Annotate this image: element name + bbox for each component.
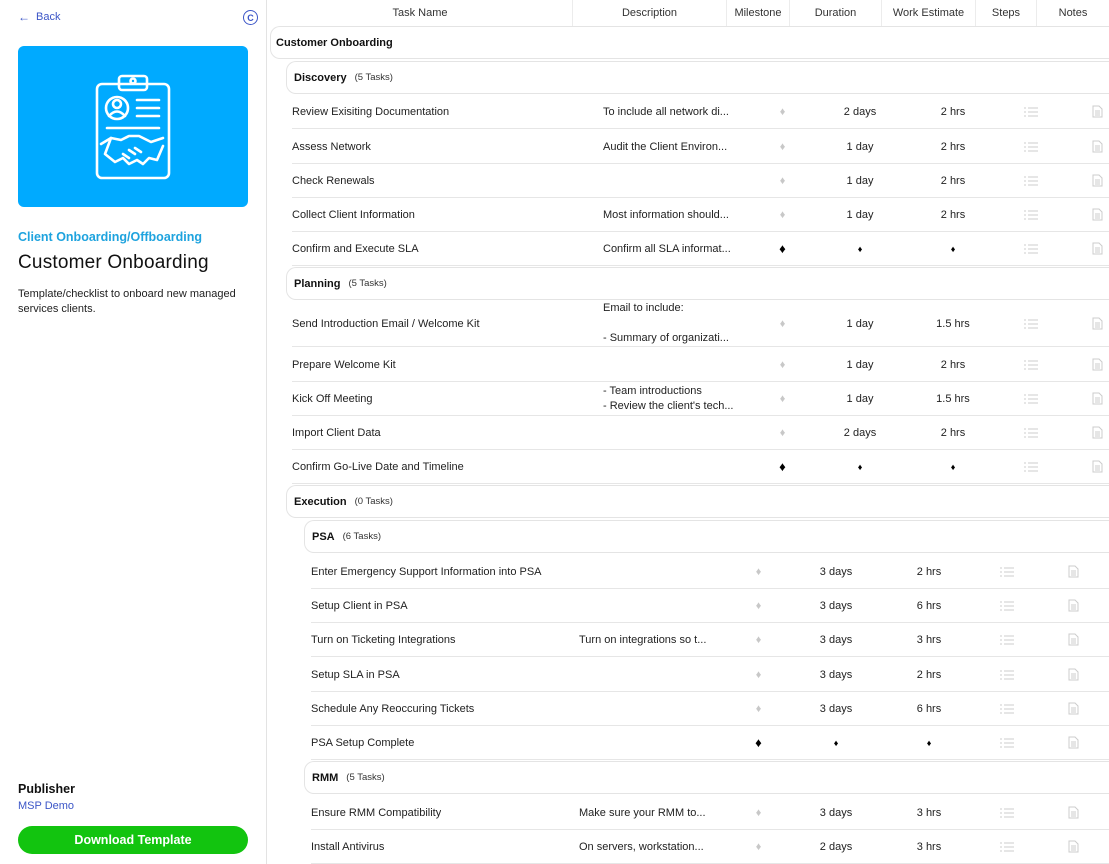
task-row-milestone[interactable]	[311, 726, 1109, 760]
milestone-diamond-icon[interactable]: ♦	[779, 459, 786, 474]
task-work-estimate: 2 hrs	[916, 668, 942, 681]
template-category[interactable]: Client Onboarding/Offboarding	[18, 230, 203, 244]
task-work-estimate: 1.5 hrs	[936, 317, 970, 330]
group-title: Execution	[294, 495, 347, 508]
steps-list-icon[interactable]	[976, 807, 1037, 819]
task-row-milestone[interactable]	[292, 450, 1109, 484]
task-row[interactable]	[311, 796, 1109, 830]
task-work-estimate: 2 hrs	[940, 426, 966, 439]
task-description: To include all network di...	[603, 105, 729, 118]
task-name: Assess Network	[292, 140, 371, 153]
steps-list-icon[interactable]	[1000, 461, 1061, 473]
steps-list-icon[interactable]	[976, 703, 1037, 715]
task-work-estimate: 6 hrs	[916, 599, 942, 612]
task-duration: ♦	[857, 461, 863, 472]
task-row[interactable]	[292, 198, 1109, 232]
template-description: Template/checklist to onboard new managed services clients.	[18, 288, 236, 315]
task-duration: 1 day	[846, 140, 874, 153]
notes-document-icon[interactable]	[1061, 242, 1109, 255]
steps-list-icon[interactable]	[976, 600, 1037, 612]
header-milestone[interactable]: Milestone	[727, 0, 790, 26]
group-task-count: (5 Tasks)	[354, 72, 393, 83]
publisher-label: Publisher	[18, 782, 75, 796]
task-row[interactable]	[311, 830, 1109, 864]
task-duration: 3 days	[819, 599, 853, 612]
notes-document-icon[interactable]	[1037, 668, 1109, 681]
task-description: Turn on integrations so t...	[579, 633, 707, 646]
steps-list-icon[interactable]	[976, 669, 1037, 681]
task-row[interactable]	[292, 301, 1109, 347]
task-row[interactable]	[311, 658, 1109, 692]
group-row-planning[interactable]	[286, 267, 1109, 300]
notes-document-icon[interactable]	[1061, 426, 1109, 439]
milestone-diamond-icon[interactable]: ♦	[779, 174, 786, 187]
task-work-estimate: 2 hrs	[940, 140, 966, 153]
notes-document-icon[interactable]	[1061, 358, 1109, 371]
task-duration: 1 day	[846, 208, 874, 221]
task-table	[268, 0, 1109, 864]
steps-list-icon[interactable]	[976, 634, 1037, 646]
task-work-estimate: 3 hrs	[916, 840, 942, 853]
steps-list-icon[interactable]	[976, 737, 1037, 749]
notes-document-icon[interactable]	[1061, 140, 1109, 153]
group-task-count: (6 Tasks)	[342, 531, 381, 542]
arrow-left-icon: ←	[18, 10, 30, 24]
task-name: Check Renewals	[292, 174, 375, 187]
clipboard-handshake-icon	[93, 72, 173, 182]
task-row[interactable]	[311, 623, 1109, 657]
group-row-discovery[interactable]	[286, 61, 1109, 94]
task-duration: 1 day	[846, 392, 874, 405]
task-row[interactable]	[292, 382, 1109, 416]
task-name: Schedule Any Reoccuring Tickets	[311, 702, 475, 715]
notes-document-icon[interactable]	[1061, 105, 1109, 118]
group-row-psa[interactable]	[304, 520, 1109, 553]
task-duration: 1 day	[846, 174, 874, 187]
milestone-diamond-icon[interactable]: ♦	[779, 105, 786, 118]
milestone-diamond-icon[interactable]: ♦	[779, 426, 786, 439]
milestone-diamond-icon[interactable]: ♦	[779, 241, 786, 256]
task-row[interactable]	[311, 589, 1109, 623]
copyright-icon[interactable]: C	[243, 10, 258, 25]
task-name: Setup Client in PSA	[311, 599, 408, 612]
task-name: Prepare Welcome Kit	[292, 358, 396, 371]
task-row[interactable]	[292, 95, 1109, 129]
steps-list-icon[interactable]	[1000, 359, 1061, 371]
task-work-estimate: 2 hrs	[916, 565, 942, 578]
task-name: Collect Client Information	[292, 208, 415, 221]
notes-document-icon[interactable]	[1061, 460, 1109, 473]
task-work-estimate: 3 hrs	[916, 633, 942, 646]
notes-document-icon[interactable]	[1037, 565, 1109, 578]
task-name: Setup SLA in PSA	[311, 668, 400, 681]
task-row-milestone[interactable]	[292, 232, 1109, 266]
milestone-diamond-icon[interactable]: ♦	[755, 565, 762, 578]
back-label: Back	[36, 11, 61, 23]
task-work-estimate: ♦	[950, 243, 956, 254]
task-duration: 2 days	[843, 426, 877, 439]
task-duration: 3 days	[819, 565, 853, 578]
notes-document-icon[interactable]	[1037, 702, 1109, 715]
task-work-estimate: 2 hrs	[940, 208, 966, 221]
task-description: Make sure your RMM to...	[579, 806, 706, 819]
steps-list-icon[interactable]	[1000, 393, 1061, 405]
task-row[interactable]	[292, 130, 1109, 164]
notes-document-icon[interactable]	[1061, 208, 1109, 221]
task-name: Confirm and Execute SLA	[292, 242, 419, 255]
template-hero-image	[18, 46, 248, 207]
group-task-count: (5 Tasks)	[346, 772, 385, 783]
task-row[interactable]	[292, 164, 1109, 198]
back-button[interactable]	[18, 10, 60, 24]
template-title: Customer Onboarding	[18, 252, 209, 273]
milestone-diamond-icon[interactable]: ♦	[755, 702, 762, 715]
task-name: Kick Off Meeting	[292, 392, 373, 405]
task-duration: 1 day	[846, 317, 874, 330]
notes-document-icon[interactable]	[1037, 806, 1109, 819]
milestone-diamond-icon[interactable]: ♦	[755, 735, 762, 750]
header-description[interactable]: Description	[573, 0, 727, 26]
task-name: Import Client Data	[292, 426, 381, 439]
milestone-diamond-icon[interactable]: ♦	[755, 633, 762, 646]
task-description: Most information should...	[603, 208, 729, 221]
group-title: Discovery	[294, 71, 347, 84]
group-title: PSA	[312, 530, 335, 543]
task-row[interactable]	[311, 555, 1109, 589]
task-description: Confirm all SLA informat...	[603, 242, 731, 255]
group-row-execution[interactable]	[286, 485, 1109, 518]
task-work-estimate: 1.5 hrs	[936, 392, 970, 405]
task-duration: 1 day	[846, 358, 874, 371]
steps-list-icon[interactable]	[1000, 175, 1061, 187]
task-duration: 3 days	[819, 668, 853, 681]
download-template-button[interactable]: Download Template	[18, 826, 248, 854]
task-duration: ♦	[833, 737, 839, 748]
table-header	[268, 0, 1109, 26]
steps-list-icon[interactable]	[1000, 243, 1061, 255]
task-work-estimate: 2 hrs	[940, 358, 966, 371]
task-duration: 2 days	[843, 105, 877, 118]
steps-list-icon[interactable]	[976, 841, 1037, 853]
notes-document-icon[interactable]	[1061, 174, 1109, 187]
task-work-estimate: 2 hrs	[940, 174, 966, 187]
task-row[interactable]	[292, 416, 1109, 450]
notes-document-icon[interactable]	[1037, 599, 1109, 612]
task-work-estimate: 6 hrs	[916, 702, 942, 715]
milestone-diamond-icon[interactable]: ♦	[755, 806, 762, 819]
milestone-diamond-icon[interactable]: ♦	[755, 599, 762, 612]
milestone-diamond-icon[interactable]: ♦	[755, 840, 762, 853]
notes-document-icon[interactable]	[1037, 633, 1109, 646]
task-row[interactable]	[292, 348, 1109, 382]
milestone-diamond-icon[interactable]: ♦	[779, 208, 786, 221]
task-description: Audit the Client Environ...	[603, 140, 728, 153]
group-task-count: (0 Tasks)	[354, 496, 393, 507]
notes-document-icon[interactable]	[1061, 392, 1109, 405]
header-work-estimate[interactable]: Work Estimate	[882, 0, 976, 26]
steps-list-icon[interactable]	[1000, 209, 1061, 221]
task-description: Email to include: - Summary of organizati...	[603, 302, 729, 344]
task-name: Send Introduction Email / Welcome Kit	[292, 317, 480, 330]
task-duration: 2 days	[819, 840, 853, 853]
task-work-estimate: ♦	[950, 461, 956, 472]
task-work-estimate: 2 hrs	[940, 105, 966, 118]
milestone-diamond-icon[interactable]: ♦	[779, 140, 786, 153]
task-name: Ensure RMM Compatibility	[311, 806, 442, 819]
publisher-name[interactable]: MSP Demo	[18, 800, 75, 812]
task-work-estimate: ♦	[926, 737, 932, 748]
task-description: On servers, workstation...	[579, 840, 704, 853]
steps-list-icon[interactable]	[1000, 318, 1061, 330]
task-duration: 3 days	[819, 806, 853, 819]
group-title: Customer Onboarding	[276, 36, 393, 49]
header-notes[interactable]: Notes	[1058, 7, 1088, 19]
group-row-rmm[interactable]	[304, 761, 1109, 794]
header-duration[interactable]: Duration	[790, 0, 882, 26]
notes-document-icon[interactable]	[1037, 840, 1109, 853]
task-work-estimate: 3 hrs	[916, 806, 942, 819]
task-duration: ♦	[857, 243, 863, 254]
task-duration: 3 days	[819, 633, 853, 646]
header-task-name[interactable]: Task Name	[268, 0, 573, 26]
task-name: Confirm Go-Live Date and Timeline	[292, 460, 464, 473]
steps-list-icon[interactable]	[1000, 141, 1061, 153]
group-row-root[interactable]	[270, 26, 1109, 59]
task-name: Enter Emergency Support Information into PSA	[311, 565, 542, 578]
task-duration: 3 days	[819, 702, 853, 715]
template-sidebar	[0, 0, 267, 864]
notes-document-icon[interactable]	[1037, 736, 1109, 749]
task-name: Install Antivirus	[311, 840, 385, 853]
task-name: PSA Setup Complete	[311, 736, 415, 749]
task-description: - Team introductions - Review the client's tech...	[603, 384, 734, 412]
steps-list-icon[interactable]	[1000, 106, 1061, 118]
steps-list-icon[interactable]	[976, 566, 1037, 578]
task-row[interactable]	[311, 692, 1109, 726]
group-task-count: (5 Tasks)	[348, 278, 387, 289]
milestone-diamond-icon[interactable]: ♦	[779, 392, 786, 405]
task-name: Review Exisiting Documentation	[292, 105, 450, 118]
steps-list-icon[interactable]	[1000, 427, 1061, 439]
header-steps[interactable]: Steps	[976, 0, 1037, 26]
notes-document-icon[interactable]	[1061, 317, 1109, 330]
group-title: RMM	[312, 771, 339, 784]
milestone-diamond-icon[interactable]: ♦	[755, 668, 762, 681]
milestone-diamond-icon[interactable]: ♦	[779, 358, 786, 371]
group-title: Planning	[294, 277, 341, 290]
task-name: Turn on Ticketing Integrations	[311, 633, 456, 646]
milestone-diamond-icon[interactable]: ♦	[779, 317, 786, 330]
